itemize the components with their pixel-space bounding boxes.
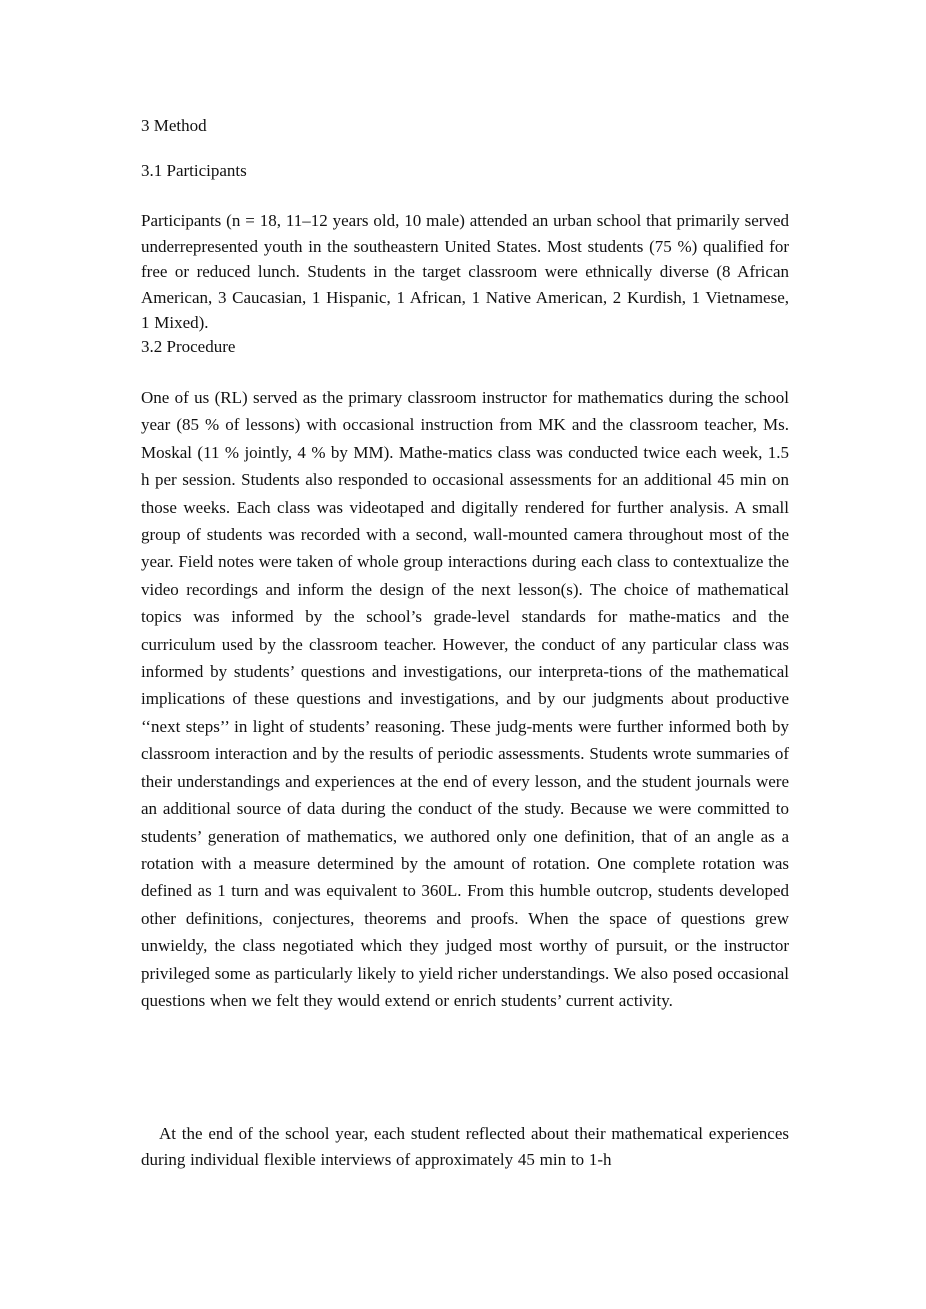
section-heading-method: 3 Method [141, 116, 207, 135]
subsection-heading-procedure: 3.2 Procedure [141, 337, 236, 356]
subsection-heading-participants: 3.1 Participants [141, 161, 247, 180]
interviews-paragraph: At the end of the school year, each student reflected about their mathematical experiences during individual flexible interviews of approximately 45 min to 1-h [141, 1124, 789, 1169]
participants-paragraph: Participants (n = 18, 11–12 years old, 10 male) attended an urban school that primarily served underrepresented youth in the southeastern United States. Most students (75 %) qualified for free or reduced lunch. Students in the target classroom were ethnically diverse (8 African American, 3 Caucasian, 1 Hispanic, 1 African, 1 Native American, 2 Kurdish, 1 Vietnamese, 1 Mixed). [141, 211, 789, 332]
procedure-paragraph: One of us (RL) served as the primary classroom instructor for mathematics during the school year (85 % of lessons) with occasional instruction from MK and the classroom teacher, Ms. Moskal (11 % jointly, 4 % by MM). Mathe-matics class was conducted twice each week, 1.5 h per session. Students also responded to occasional assessments for an additional 45 min on those weeks. Each class was videotaped and digitally rendered for further analysis. A small group of students was recorded with a second, wall-mounted camera throughout most of the year. Field notes were taken of whole group interactions during each class to contextualize the video recordings and inform the design of the next lesson(s). The choice of mathematical topics was informed by the school’s grade-level standards for mathe-matics and the curriculum used by the classroom teacher. However, the conduct of any particular class was informed by students’ questions and investigations, our interpreta-tions of the mathematical implications of these questions and investigations, and by our judgments about productive ‘‘next steps’’ in light of students’ reasoning. These judg-ments were further informed both by classroom interaction and by the results of periodic assessments. Students wrote summaries of their understandings and experiences at the end of every lesson, and the student journals were an additional source of data during the conduct of the study. Because we were committed to students’ generation of mathematics, we authored only one definition, that of an angle as a rotation with a measure determined by the amount of rotation. One complete rotation was defined as 1 turn and was equivalent to 360L. From this humble outcrop, students developed other definitions, conjectures, theorems and proofs. When the space of questions grew unwieldy, the class negotiated which they judged most worthy of pursuit, or the instructor privileged some as particularly likely to yield richer understandings. We also posed occasional questions when we felt they would extend or enrich students’ current activity. [141, 388, 789, 1010]
